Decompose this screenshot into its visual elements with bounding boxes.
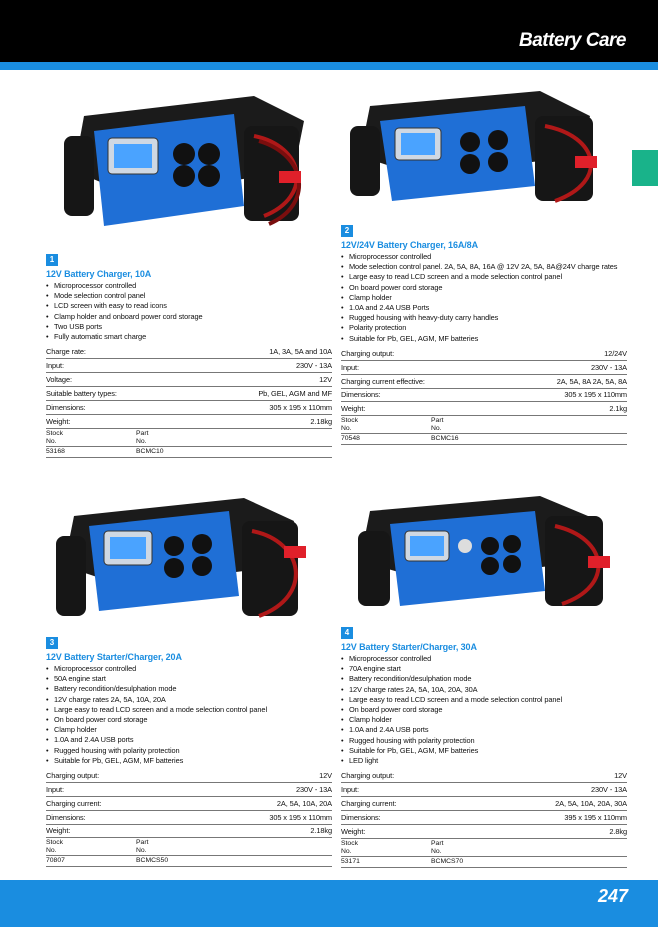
stock-table-header bbox=[46, 429, 332, 447]
feature-item: • On board power cord storage bbox=[341, 705, 627, 715]
spec-value: 305 x 195 x 110mm bbox=[269, 812, 332, 822]
spec-value: 230V - 13A bbox=[591, 785, 627, 795]
stock-table-row bbox=[46, 856, 332, 867]
page-footer bbox=[0, 880, 658, 927]
spec-value: 2.18kg bbox=[310, 826, 332, 836]
part-no: BCMCS70 bbox=[431, 857, 464, 865]
feature-item: • On board power cord storage bbox=[341, 283, 627, 293]
feature-item: • Microprocessor controlled bbox=[341, 654, 627, 664]
section-tab bbox=[632, 150, 658, 186]
product-number-badge: 1 bbox=[46, 254, 58, 266]
feature-item: • Suitable for Pb, GEL, AGM, MF batteries bbox=[341, 746, 627, 756]
stock-table-header bbox=[341, 839, 627, 857]
feature-item: • Suitable for Pb, GEL, AGM, MF batteries bbox=[46, 756, 332, 766]
spec-label: Suitable battery types: bbox=[46, 388, 117, 398]
product-photo-2 bbox=[340, 76, 626, 216]
spec-label: Weight: bbox=[46, 416, 71, 426]
spec-row bbox=[46, 769, 332, 783]
part-no: BCMC16 bbox=[431, 435, 459, 443]
stock-table-row bbox=[341, 434, 627, 445]
product-3 bbox=[46, 632, 332, 867]
part-no: BCMC10 bbox=[136, 447, 164, 455]
spec-label: Dimensions: bbox=[46, 812, 86, 822]
spec-label: Weight: bbox=[341, 404, 366, 414]
product-2 bbox=[341, 220, 627, 445]
section-title: Battery Care bbox=[519, 30, 626, 51]
spec-row bbox=[341, 783, 627, 797]
spec-row bbox=[341, 361, 627, 375]
spec-row bbox=[46, 797, 332, 811]
feature-item: • 1.0A and 2.4A USB ports bbox=[46, 735, 332, 745]
stock-no: 70807 bbox=[46, 857, 65, 865]
spec-row bbox=[46, 359, 332, 373]
spec-label: Charging output: bbox=[341, 348, 395, 358]
spec-row bbox=[341, 402, 627, 416]
spec-value: 1A, 3A, 5A and 10A bbox=[269, 347, 332, 357]
spec-row bbox=[46, 783, 332, 797]
spec-label: Charging current: bbox=[46, 798, 102, 808]
product-number-badge: 2 bbox=[341, 225, 353, 237]
stock-no-header: Stock No. bbox=[341, 839, 358, 855]
spec-value: 12V bbox=[614, 771, 627, 781]
feature-item: • Two USB ports bbox=[46, 322, 332, 332]
spec-value: 2.18kg bbox=[310, 416, 332, 426]
part-no-header: Part No. bbox=[136, 839, 149, 855]
product-4 bbox=[341, 622, 627, 868]
feature-item: • 1.0A and 2.4A USB Ports bbox=[341, 303, 627, 313]
feature-item: • Clamp holder bbox=[46, 725, 332, 735]
feature-item: • On board power cord storage bbox=[46, 715, 332, 725]
spec-label: Dimensions: bbox=[341, 390, 381, 400]
spec-row bbox=[46, 811, 332, 825]
spec-row bbox=[341, 811, 627, 825]
spec-row bbox=[341, 347, 627, 361]
spec-label: Input: bbox=[46, 784, 64, 794]
spec-value: 2.1kg bbox=[609, 404, 627, 414]
spec-label: Input: bbox=[341, 362, 359, 372]
stock-table-row bbox=[341, 857, 627, 868]
spec-value: 12V bbox=[319, 770, 332, 780]
stock-no-header: Stock No. bbox=[341, 417, 358, 433]
stock-table-row bbox=[46, 447, 332, 458]
product-title: 12V/24V Battery Charger, 16A/8A bbox=[341, 240, 478, 250]
stock-no-header: Stock No. bbox=[46, 429, 63, 445]
spec-value: 2.8kg bbox=[609, 826, 627, 836]
feature-item: • LED light bbox=[341, 756, 627, 766]
feature-item: • Large easy to read LCD screen and a mode selection control panel bbox=[341, 695, 627, 705]
part-no-header: Part No. bbox=[431, 839, 444, 855]
spec-row bbox=[341, 769, 627, 783]
product-photo-3 bbox=[44, 486, 330, 636]
spec-label: Dimensions: bbox=[46, 402, 86, 412]
feature-item: • Rugged housing with polarity protection bbox=[46, 746, 332, 756]
spec-label: Charging output: bbox=[341, 771, 395, 781]
spec-label: Weight: bbox=[46, 826, 71, 836]
spec-label: Input: bbox=[46, 361, 64, 370]
product-title: 12V Battery Starter/Charger, 20A bbox=[46, 652, 182, 662]
feature-item: • Microprocessor controlled bbox=[46, 281, 332, 291]
feature-item: • Polarity protection bbox=[341, 323, 627, 333]
spec-row bbox=[46, 373, 332, 387]
spec-label: Dimensions: bbox=[341, 812, 381, 822]
stock-no: 70548 bbox=[341, 435, 360, 443]
product-title: 12V Battery Charger, 10A bbox=[46, 269, 152, 279]
feature-item: • Clamp holder bbox=[341, 293, 627, 303]
header-stripe bbox=[0, 62, 658, 70]
feature-item: • Suitable for Pb, GEL, AGM, MF batteries bbox=[341, 334, 627, 344]
stock-no-header: Stock No. bbox=[46, 839, 63, 855]
spec-row bbox=[46, 387, 332, 401]
stock-no: 53171 bbox=[341, 857, 360, 865]
feature-item: • Battery recondition/desulphation mode bbox=[46, 684, 332, 694]
feature-list bbox=[341, 654, 627, 766]
feature-item: • Fully automatic smart charge bbox=[46, 332, 332, 342]
part-no-header: Part No. bbox=[431, 417, 444, 433]
part-no-header: Part No. bbox=[136, 429, 149, 445]
spec-row bbox=[46, 345, 332, 359]
feature-item: • Large easy to read LCD screen and a mode selection control panel bbox=[341, 272, 627, 282]
product-1 bbox=[46, 249, 332, 458]
feature-item: • Large easy to read LCD screen and a mode selection control panel bbox=[46, 705, 332, 715]
spec-row bbox=[46, 415, 332, 429]
stock-table-header bbox=[46, 838, 332, 856]
feature-item: • Rugged housing with heavy-duty carry handles bbox=[341, 313, 627, 323]
spec-label: Weight: bbox=[341, 826, 366, 836]
spec-row bbox=[46, 825, 332, 839]
product-number-badge: 4 bbox=[341, 627, 353, 639]
product-photo-4 bbox=[340, 486, 626, 622]
feature-item: • 50A engine start bbox=[46, 674, 332, 684]
feature-item: • Clamp holder bbox=[341, 715, 627, 725]
feature-item: • Mode selection control panel. 2A, 5A, 8A, 16A @ 12V 2A, 5A, 8A@24V charge rates bbox=[341, 262, 627, 272]
feature-item: • 70A engine start bbox=[341, 664, 627, 674]
feature-item: • Microprocessor controlled bbox=[46, 664, 332, 674]
spec-label: Voltage: bbox=[46, 374, 72, 384]
feature-item: • 1.0A and 2.4A USB ports bbox=[341, 725, 627, 735]
spec-label: Charge rate: bbox=[46, 347, 86, 357]
spec-row bbox=[46, 401, 332, 415]
spec-row bbox=[341, 825, 627, 839]
product-photo-1 bbox=[44, 76, 330, 246]
stock-table-header bbox=[341, 416, 627, 434]
spec-value: 12V bbox=[319, 374, 332, 384]
spec-value: 230V - 13A bbox=[296, 361, 332, 370]
feature-item: • Microprocessor controlled bbox=[341, 252, 627, 262]
spec-label: Input: bbox=[341, 785, 359, 795]
spec-value: 2A, 5A, 8A 2A, 5A, 8A bbox=[556, 376, 627, 386]
spec-value: 2A, 5A, 10A, 20A, 30A bbox=[555, 798, 627, 808]
spec-value: 395 x 195 x 110mm bbox=[564, 812, 627, 822]
feature-list bbox=[46, 281, 332, 342]
feature-item: • Mode selection control panel bbox=[46, 291, 332, 301]
feature-item: • LCD screen with easy to read icons bbox=[46, 301, 332, 311]
spec-value: 12/24V bbox=[604, 348, 627, 358]
spec-row bbox=[341, 389, 627, 403]
spec-value: 305 x 195 x 110mm bbox=[269, 402, 332, 412]
feature-item: • Battery recondition/desulphation mode bbox=[341, 674, 627, 684]
spec-value: 2A, 5A, 10A, 20A bbox=[276, 798, 332, 808]
feature-item: • 12V charge rates 2A, 5A, 10A, 20A bbox=[46, 695, 332, 705]
spec-label: Charging output: bbox=[46, 770, 100, 780]
product-number-badge: 3 bbox=[46, 637, 58, 649]
spec-value: Pb, GEL, AGM and MF bbox=[258, 388, 332, 398]
feature-item: • 12V charge rates 2A, 5A, 10A, 20A, 30A bbox=[341, 685, 627, 695]
part-no: BCMCS50 bbox=[136, 857, 169, 865]
feature-list bbox=[341, 252, 627, 344]
spec-value: 230V - 13A bbox=[591, 362, 627, 372]
spec-label: Charging current effective: bbox=[341, 376, 425, 386]
feature-list bbox=[46, 664, 332, 766]
feature-item: • Clamp holder and onboard power cord storage bbox=[46, 312, 332, 322]
page-header bbox=[0, 0, 658, 62]
feature-item: • Rugged housing with polarity protection bbox=[341, 736, 627, 746]
stock-no: 53168 bbox=[46, 447, 65, 455]
spec-row bbox=[341, 375, 627, 389]
page-number: 247 bbox=[597, 886, 628, 906]
spec-row bbox=[341, 797, 627, 811]
spec-value: 305 x 195 x 110mm bbox=[564, 390, 627, 400]
spec-value: 230V - 13A bbox=[296, 784, 332, 794]
spec-label: Charging current: bbox=[341, 798, 397, 808]
product-title: 12V Battery Starter/Charger, 30A bbox=[341, 642, 477, 652]
